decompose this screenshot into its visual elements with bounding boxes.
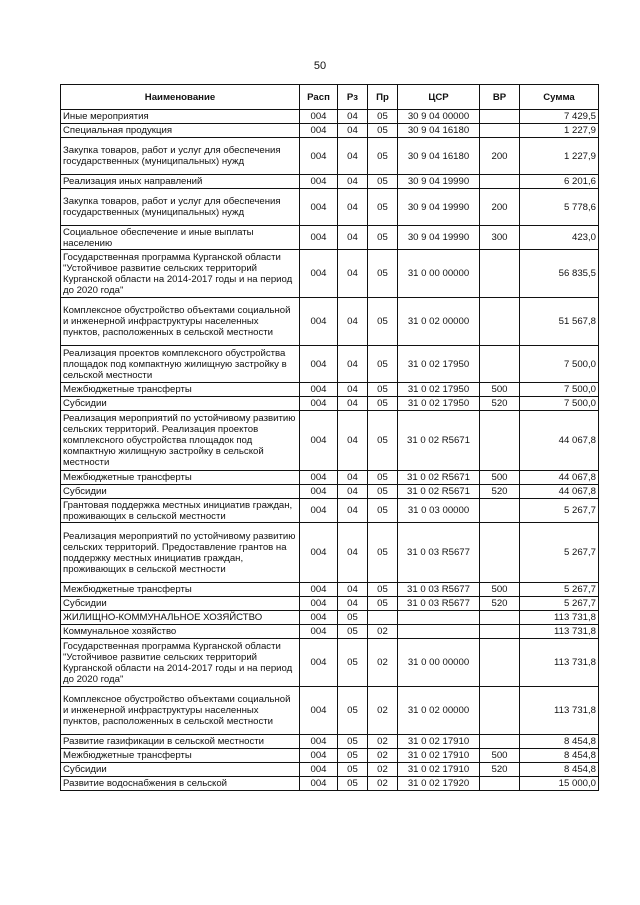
row-name: Реализация мероприятий по устойчивому развитию сельских территорий. Реализация проектов комплексного обустройства площадок под компактную жилищную застройку в сельской местности bbox=[61, 411, 300, 471]
row-name: ЖИЛИЩНО-КОММУНАЛЬНОЕ ХОЗЯЙСТВО bbox=[61, 611, 300, 625]
row-name: Специальная продукция bbox=[61, 124, 300, 138]
table-row bbox=[61, 597, 599, 611]
row-rz: 04 bbox=[338, 250, 368, 298]
table-row bbox=[61, 226, 599, 250]
header-vr: ВР bbox=[480, 85, 520, 110]
row-sum: 113 731,8 bbox=[520, 687, 599, 735]
row-pr: 05 bbox=[368, 250, 398, 298]
row-csr bbox=[398, 611, 480, 625]
row-pr: 05 bbox=[368, 110, 398, 124]
table-row bbox=[61, 175, 599, 189]
row-vr: 500 bbox=[480, 471, 520, 485]
row-pr: 05 bbox=[368, 499, 398, 523]
row-rasp: 004 bbox=[300, 597, 338, 611]
row-sum: 5 267,7 bbox=[520, 583, 599, 597]
row-name: Комплексное обустройство объектами социальной и инженерной инфраструктуры населенных пунктов, расположенных в сельской местности bbox=[61, 298, 300, 346]
row-rz: 04 bbox=[338, 523, 368, 583]
row-rasp: 004 bbox=[300, 625, 338, 639]
row-rz: 04 bbox=[338, 485, 368, 499]
row-pr: 05 bbox=[368, 189, 398, 226]
row-name: Развитие газификации в сельской местности bbox=[61, 735, 300, 749]
row-sum: 1 227,9 bbox=[520, 124, 599, 138]
row-rz: 05 bbox=[338, 611, 368, 625]
row-rasp: 004 bbox=[300, 499, 338, 523]
row-rz: 05 bbox=[338, 749, 368, 763]
row-rasp: 004 bbox=[300, 687, 338, 735]
row-rasp: 004 bbox=[300, 763, 338, 777]
row-csr: 30 9 04 19990 bbox=[398, 226, 480, 250]
row-csr: 31 0 02 00000 bbox=[398, 298, 480, 346]
row-pr: 02 bbox=[368, 749, 398, 763]
row-vr: 200 bbox=[480, 138, 520, 175]
row-sum: 44 067,8 bbox=[520, 411, 599, 471]
page-number: 50 bbox=[313, 60, 327, 72]
row-pr: 05 bbox=[368, 138, 398, 175]
row-name: Грантовая поддержка местных инициатив граждан, проживающих в сельской местности bbox=[61, 499, 300, 523]
row-pr: 05 bbox=[368, 583, 398, 597]
row-vr: 520 bbox=[480, 397, 520, 411]
row-sum: 5 778,6 bbox=[520, 189, 599, 226]
row-rasp: 004 bbox=[300, 138, 338, 175]
row-rz: 04 bbox=[338, 597, 368, 611]
row-rasp: 004 bbox=[300, 583, 338, 597]
row-pr: 05 bbox=[368, 471, 398, 485]
row-sum: 8 454,8 bbox=[520, 735, 599, 749]
header-pr: Пр bbox=[368, 85, 398, 110]
table-row bbox=[61, 250, 599, 298]
row-pr: 05 bbox=[368, 597, 398, 611]
row-pr: 05 bbox=[368, 411, 398, 471]
row-csr: 30 9 04 19990 bbox=[398, 189, 480, 226]
table-row bbox=[61, 687, 599, 735]
row-vr: 500 bbox=[480, 383, 520, 397]
header-name: Наименование bbox=[61, 85, 300, 110]
row-name: Межбюджетные трансферты bbox=[61, 471, 300, 485]
row-rz: 04 bbox=[338, 471, 368, 485]
row-rz: 04 bbox=[338, 138, 368, 175]
row-name: Межбюджетные трансферты bbox=[61, 383, 300, 397]
row-name: Субсидии bbox=[61, 597, 300, 611]
row-rasp: 004 bbox=[300, 298, 338, 346]
table-row bbox=[61, 499, 599, 523]
header-csr: ЦСР bbox=[398, 85, 480, 110]
table-row bbox=[61, 189, 599, 226]
row-sum: 5 267,7 bbox=[520, 523, 599, 583]
row-csr: 31 0 03 R5677 bbox=[398, 523, 480, 583]
row-csr: 31 0 02 R5671 bbox=[398, 411, 480, 471]
row-csr: 31 0 03 R5677 bbox=[398, 597, 480, 611]
row-pr: 02 bbox=[368, 763, 398, 777]
row-sum: 1 227,9 bbox=[520, 138, 599, 175]
row-sum: 56 835,5 bbox=[520, 250, 599, 298]
table-row bbox=[61, 346, 599, 383]
row-rasp: 004 bbox=[300, 346, 338, 383]
header-rasp: Расп bbox=[300, 85, 338, 110]
row-rasp: 004 bbox=[300, 189, 338, 226]
row-name: Субсидии bbox=[61, 397, 300, 411]
row-pr: 02 bbox=[368, 687, 398, 735]
row-sum: 7 429,5 bbox=[520, 110, 599, 124]
row-rasp: 004 bbox=[300, 611, 338, 625]
row-pr: 05 bbox=[368, 383, 398, 397]
row-vr bbox=[480, 298, 520, 346]
row-rasp: 004 bbox=[300, 471, 338, 485]
row-rz: 05 bbox=[338, 777, 368, 791]
row-name: Межбюджетные трансферты bbox=[61, 583, 300, 597]
table-row bbox=[61, 625, 599, 639]
table-row bbox=[61, 110, 599, 124]
row-pr: 05 bbox=[368, 346, 398, 383]
row-pr: 02 bbox=[368, 639, 398, 687]
row-pr: 05 bbox=[368, 485, 398, 499]
budget-table bbox=[60, 84, 599, 791]
row-rasp: 004 bbox=[300, 777, 338, 791]
row-name: Государственная программа Курганской области "Устойчивое развитие сельских территорий Курганской области на 2014-2017 годы и на период до 2020 года" bbox=[61, 639, 300, 687]
row-csr: 31 0 02 R5671 bbox=[398, 471, 480, 485]
row-pr: 02 bbox=[368, 735, 398, 749]
row-csr: 31 0 02 17920 bbox=[398, 777, 480, 791]
row-vr bbox=[480, 523, 520, 583]
table-row bbox=[61, 411, 599, 471]
row-rasp: 004 bbox=[300, 397, 338, 411]
row-pr: 05 bbox=[368, 124, 398, 138]
row-vr: 500 bbox=[480, 749, 520, 763]
row-rasp: 004 bbox=[300, 639, 338, 687]
row-sum: 8 454,8 bbox=[520, 749, 599, 763]
row-sum: 7 500,0 bbox=[520, 346, 599, 383]
row-rz: 05 bbox=[338, 625, 368, 639]
row-vr: 520 bbox=[480, 597, 520, 611]
row-name: Развитие водоснабжения в сельской bbox=[61, 777, 300, 791]
table-row bbox=[61, 639, 599, 687]
row-rz: 04 bbox=[338, 346, 368, 383]
row-vr bbox=[480, 175, 520, 189]
row-rz: 05 bbox=[338, 735, 368, 749]
row-rz: 04 bbox=[338, 124, 368, 138]
table-row bbox=[61, 397, 599, 411]
row-vr bbox=[480, 411, 520, 471]
row-name: Закупка товаров, работ и услуг для обеспечения государственных (муниципальных) нужд bbox=[61, 138, 300, 175]
row-rz: 04 bbox=[338, 175, 368, 189]
table-row bbox=[61, 124, 599, 138]
row-rasp: 004 bbox=[300, 175, 338, 189]
row-vr bbox=[480, 250, 520, 298]
row-rz: 04 bbox=[338, 499, 368, 523]
table-row bbox=[61, 763, 599, 777]
row-name: Государственная программа Курганской области "Устойчивое развитие сельских территорий Курганской области на 2014-2017 годы и на период до 2020 года" bbox=[61, 250, 300, 298]
row-sum: 44 067,8 bbox=[520, 471, 599, 485]
table-row bbox=[61, 611, 599, 625]
row-sum: 423,0 bbox=[520, 226, 599, 250]
row-name: Закупка товаров, работ и услуг для обеспечения государственных (муниципальных) нужд bbox=[61, 189, 300, 226]
row-pr: 05 bbox=[368, 397, 398, 411]
table-row bbox=[61, 138, 599, 175]
row-name: Иные мероприятия bbox=[61, 110, 300, 124]
row-sum: 5 267,7 bbox=[520, 499, 599, 523]
row-rasp: 004 bbox=[300, 485, 338, 499]
row-vr bbox=[480, 124, 520, 138]
row-csr: 31 0 03 R5677 bbox=[398, 583, 480, 597]
row-rz: 05 bbox=[338, 687, 368, 735]
row-sum: 6 201,6 bbox=[520, 175, 599, 189]
row-sum: 15 000,0 bbox=[520, 777, 599, 791]
row-rz: 04 bbox=[338, 226, 368, 250]
row-csr: 31 0 02 17950 bbox=[398, 383, 480, 397]
row-rz: 04 bbox=[338, 110, 368, 124]
row-vr bbox=[480, 611, 520, 625]
row-rasp: 004 bbox=[300, 250, 338, 298]
row-pr bbox=[368, 611, 398, 625]
row-csr: 31 0 02 17910 bbox=[398, 749, 480, 763]
row-vr: 500 bbox=[480, 583, 520, 597]
row-rasp: 004 bbox=[300, 124, 338, 138]
row-pr: 05 bbox=[368, 175, 398, 189]
row-csr: 31 0 02 R5671 bbox=[398, 485, 480, 499]
row-rasp: 004 bbox=[300, 411, 338, 471]
header-rz: Рз bbox=[338, 85, 368, 110]
table-row bbox=[61, 485, 599, 499]
row-rasp: 004 bbox=[300, 735, 338, 749]
table-row bbox=[61, 523, 599, 583]
table-row bbox=[61, 471, 599, 485]
row-rz: 04 bbox=[338, 383, 368, 397]
row-csr: 31 0 02 17910 bbox=[398, 763, 480, 777]
row-name: Комплексное обустройство объектами социальной и инженерной инфраструктуры населенных пунктов, расположенных в сельской местности bbox=[61, 687, 300, 735]
row-sum: 5 267,7 bbox=[520, 597, 599, 611]
row-sum: 51 567,8 bbox=[520, 298, 599, 346]
row-vr bbox=[480, 639, 520, 687]
table-row bbox=[61, 298, 599, 346]
row-rasp: 004 bbox=[300, 110, 338, 124]
header-sum: Сумма bbox=[520, 85, 599, 110]
row-vr bbox=[480, 110, 520, 124]
row-name: Субсидии bbox=[61, 763, 300, 777]
row-pr: 02 bbox=[368, 625, 398, 639]
row-csr: 30 9 04 19990 bbox=[398, 175, 480, 189]
row-name: Социальное обеспечение и иные выплаты населению bbox=[61, 226, 300, 250]
row-csr: 31 0 02 17950 bbox=[398, 397, 480, 411]
row-vr bbox=[480, 735, 520, 749]
row-rz: 04 bbox=[338, 397, 368, 411]
row-vr bbox=[480, 777, 520, 791]
row-rz: 05 bbox=[338, 639, 368, 687]
row-vr: 200 bbox=[480, 189, 520, 226]
row-name: Реализация проектов комплексного обустройства площадок под компактную жилищную застройку в сельской местности bbox=[61, 346, 300, 383]
row-csr: 31 0 03 00000 bbox=[398, 499, 480, 523]
row-name: Коммунальное хозяйство bbox=[61, 625, 300, 639]
row-vr bbox=[480, 499, 520, 523]
row-vr bbox=[480, 625, 520, 639]
row-pr: 05 bbox=[368, 523, 398, 583]
row-csr: 31 0 02 17910 bbox=[398, 735, 480, 749]
row-name: Межбюджетные трансферты bbox=[61, 749, 300, 763]
row-vr bbox=[480, 687, 520, 735]
row-rasp: 004 bbox=[300, 226, 338, 250]
row-sum: 113 731,8 bbox=[520, 611, 599, 625]
row-csr bbox=[398, 625, 480, 639]
row-csr: 31 0 02 17950 bbox=[398, 346, 480, 383]
table-row bbox=[61, 777, 599, 791]
row-sum: 7 500,0 bbox=[520, 397, 599, 411]
row-rasp: 004 bbox=[300, 523, 338, 583]
row-csr: 30 9 04 16180 bbox=[398, 138, 480, 175]
row-sum: 113 731,8 bbox=[520, 625, 599, 639]
row-csr: 31 0 00 00000 bbox=[398, 639, 480, 687]
table-row bbox=[61, 583, 599, 597]
row-name: Субсидии bbox=[61, 485, 300, 499]
table-header-row bbox=[61, 85, 599, 110]
row-csr: 31 0 00 00000 bbox=[398, 250, 480, 298]
row-vr: 520 bbox=[480, 485, 520, 499]
row-rz: 04 bbox=[338, 411, 368, 471]
row-rz: 04 bbox=[338, 189, 368, 226]
table-row bbox=[61, 749, 599, 763]
row-rasp: 004 bbox=[300, 749, 338, 763]
row-rz: 05 bbox=[338, 763, 368, 777]
row-name: Реализация мероприятий по устойчивому развитию сельских территорий. Предоставление грантов на поддержку местных инициатив граждан, проживающих в сельской местности bbox=[61, 523, 300, 583]
row-rz: 04 bbox=[338, 583, 368, 597]
row-csr: 31 0 02 00000 bbox=[398, 687, 480, 735]
row-pr: 05 bbox=[368, 298, 398, 346]
table-row bbox=[61, 383, 599, 397]
row-vr bbox=[480, 346, 520, 383]
row-csr: 30 9 04 00000 bbox=[398, 110, 480, 124]
row-sum: 8 454,8 bbox=[520, 763, 599, 777]
row-sum: 7 500,0 bbox=[520, 383, 599, 397]
row-rasp: 004 bbox=[300, 383, 338, 397]
row-vr: 520 bbox=[480, 763, 520, 777]
row-name: Реализация иных направлений bbox=[61, 175, 300, 189]
row-pr: 05 bbox=[368, 226, 398, 250]
row-pr: 02 bbox=[368, 777, 398, 791]
row-vr: 300 bbox=[480, 226, 520, 250]
row-csr: 30 9 04 16180 bbox=[398, 124, 480, 138]
row-rz: 04 bbox=[338, 298, 368, 346]
row-sum: 44 067,8 bbox=[520, 485, 599, 499]
table-row bbox=[61, 735, 599, 749]
row-sum: 113 731,8 bbox=[520, 639, 599, 687]
